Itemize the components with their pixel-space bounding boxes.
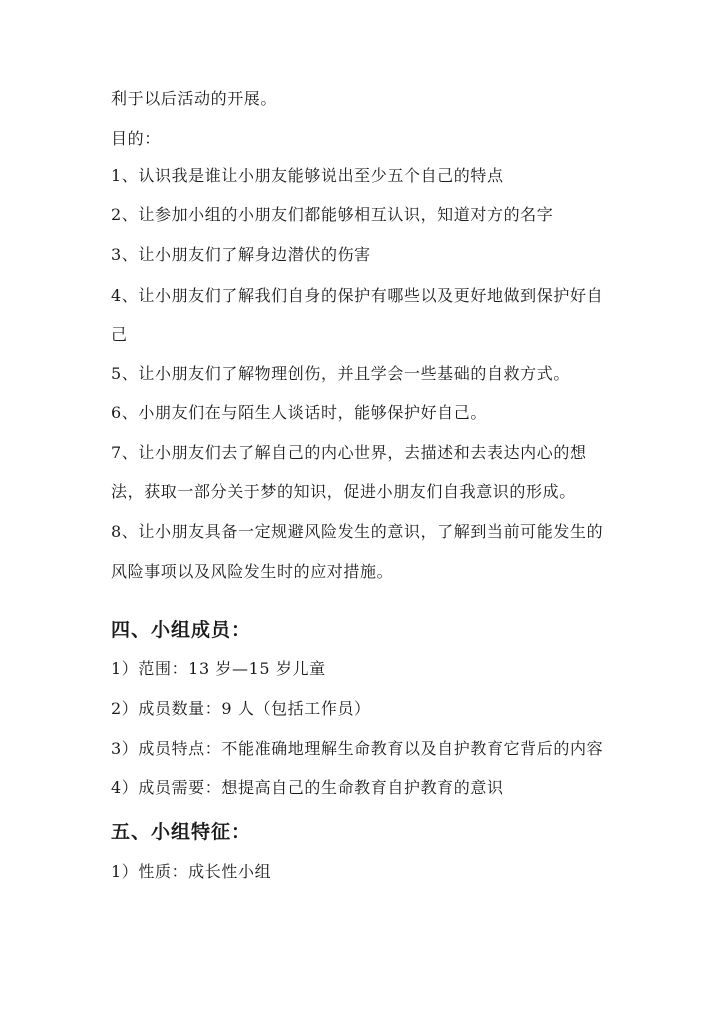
goal-item-3: 3、让小朋友们了解身边潜伏的伤害 — [111, 245, 371, 264]
goal-item-6: 6、小朋友们在与陌生人谈话时，能够保护好自己。 — [111, 403, 487, 422]
member-item-4: 4）成员需要：想提高自己的生命教育自护教育的意识 — [111, 778, 504, 797]
goal-item-7: 7、让小朋友们去了解自己的内心世界，去描述和去表达内心的想 — [111, 443, 587, 462]
goal-item-4: 4、让小朋友们了解我们自身的保护有哪些以及更好地做到保护好自 — [111, 286, 604, 305]
section-5-heading: 五、小组特征： — [111, 821, 252, 843]
feature-item-1: 1）性质：成长性小组 — [111, 862, 272, 881]
goal-item-5: 5、让小朋友们了解物理创伤，并且学会一些基础的自救方式。 — [111, 364, 570, 383]
goal-item-1: 1、认识我是谁让小朋友能够说出至少五个自己的特点 — [111, 166, 504, 185]
section-4-heading: 四、小组成员： — [111, 619, 252, 641]
intro-tail-text: 利于以后活动的开展。 — [111, 89, 278, 108]
member-item-3: 3）成员特点：不能准确地理解生命教育以及自护教育它背后的内容 — [111, 739, 604, 758]
member-item-1: 1）范围：13 岁—15 岁儿童 — [111, 659, 326, 678]
goals-label: 目的： — [111, 129, 161, 148]
goal-item-4-continued: 己 — [111, 325, 128, 344]
goal-item-8: 8、让小朋友具备一定规避风险发生的意识，了解到当前可能发生的 — [111, 522, 604, 541]
goal-item-7-continued: 法，获取一部分关于梦的知识，促进小朋友们自我意识的形成。 — [111, 482, 576, 501]
goal-item-2: 2、让参加小组的小朋友们都能够相互认识，知道对方的名字 — [111, 205, 554, 224]
member-item-2: 2）成员数量：9 人（包括工作员） — [111, 699, 371, 718]
goal-item-8-continued: 风险事项以及风险发生时的应对措施。 — [111, 562, 394, 581]
